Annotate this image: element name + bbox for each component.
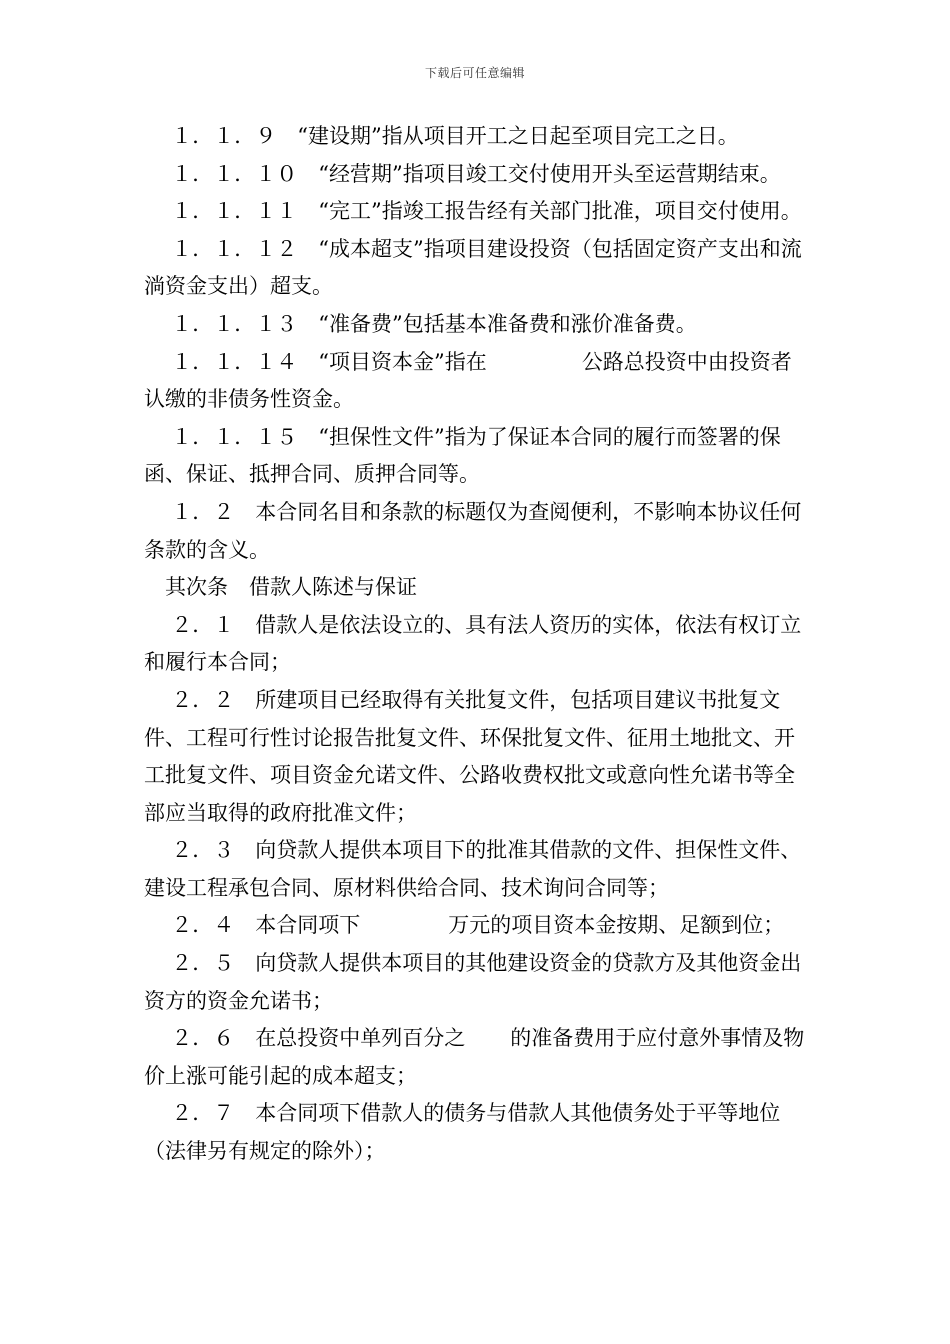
clause-2-4-text-after: 万元的项目资本金按期、足额到位； xyxy=(448,913,785,938)
clause-1-1-15: １．１．１５ “担保性文件”指为了保证本合同的履行而签署的保函、保证、抵押合同、质押合同等。 xyxy=(144,424,781,487)
clause-2-6-text-after: 的准备费用于应付意外事情及物价上涨可能引起的成本超支； xyxy=(144,1026,805,1088)
clause-2-6 xyxy=(144,1020,808,1095)
clause-2-1: ２．１ 借款人是依法设立的、具有法人资历的实体，依法有权订立和履行本合同； xyxy=(144,612,802,675)
clause-1-1-14 xyxy=(144,344,808,419)
clause-2-6-text-before: ２．６ 在总投资中单列百分之 xyxy=(171,1026,466,1051)
clause-2-4-text-before: ２．４ 本合同项下 xyxy=(171,913,361,938)
clause-1-2: １．２ 本合同名目和条款的标题仅为查阅便利，不影响本协议任何条款的含义。 xyxy=(144,499,802,562)
clause-1-1-11: １．１．１１ “完工”指竣工报告经有关部门批准，项目交付使用。 xyxy=(171,199,802,224)
clause-2-4 xyxy=(144,907,808,945)
clause-1-1-14-text-before: １．１．１４ “项目资本金”指在 xyxy=(171,349,487,374)
clause-1-1-9: １．１．９ “建设期”指从项目开工之日起至项目完工之日。 xyxy=(171,124,739,148)
document-body xyxy=(144,118,808,1171)
clause-2-7: ２．７ 本合同项下借款人的债务与借款人其他债务处于平等地位（法律另有规定的除外）； xyxy=(144,1101,781,1164)
article-2-heading: 其次条 借款人陈述与保证 xyxy=(165,575,417,600)
clause-1-1-12: １．１．１２ “成本超支”指项目建设投资（包括固定资产支出和流淌资金支出）超支。 xyxy=(144,236,802,299)
clause-2-5: ２．５ 向贷款人提供本项目的其他建设资金的贷款方及其他资金出资方的资金允诺书； xyxy=(144,951,802,1013)
clause-1-1-13: １．１．１３ “准备费”包括基本准备费和涨价准备费。 xyxy=(171,311,697,336)
clause-2-2: ２．２ 所建项目已经取得有关批复文件，包括项目建议书批复文件、工程可行性讨论报告批复文件、环保批复文件、征用土地批文、开工批复文件、项目资金允诺文件、公路收费权批文或意向性允诺书等全部应当取得的政府批准文件； xyxy=(144,687,795,825)
clause-2-3: ２．３ 向贷款人提供本项目下的批准其借款的文件、担保性文件、建设工程承包合同、原材料供给合同、技术询问合同等； xyxy=(144,838,802,900)
clause-1-1-10: １．１．１０ “经营期”指项目竣工交付使用开头至运营期结束。 xyxy=(171,161,781,186)
clause-1-1-14-text-after: 公路总投资中由投资者认缴的非债务性资金。 xyxy=(144,349,792,412)
page-header: 下载后可任意编辑 xyxy=(424,66,525,80)
